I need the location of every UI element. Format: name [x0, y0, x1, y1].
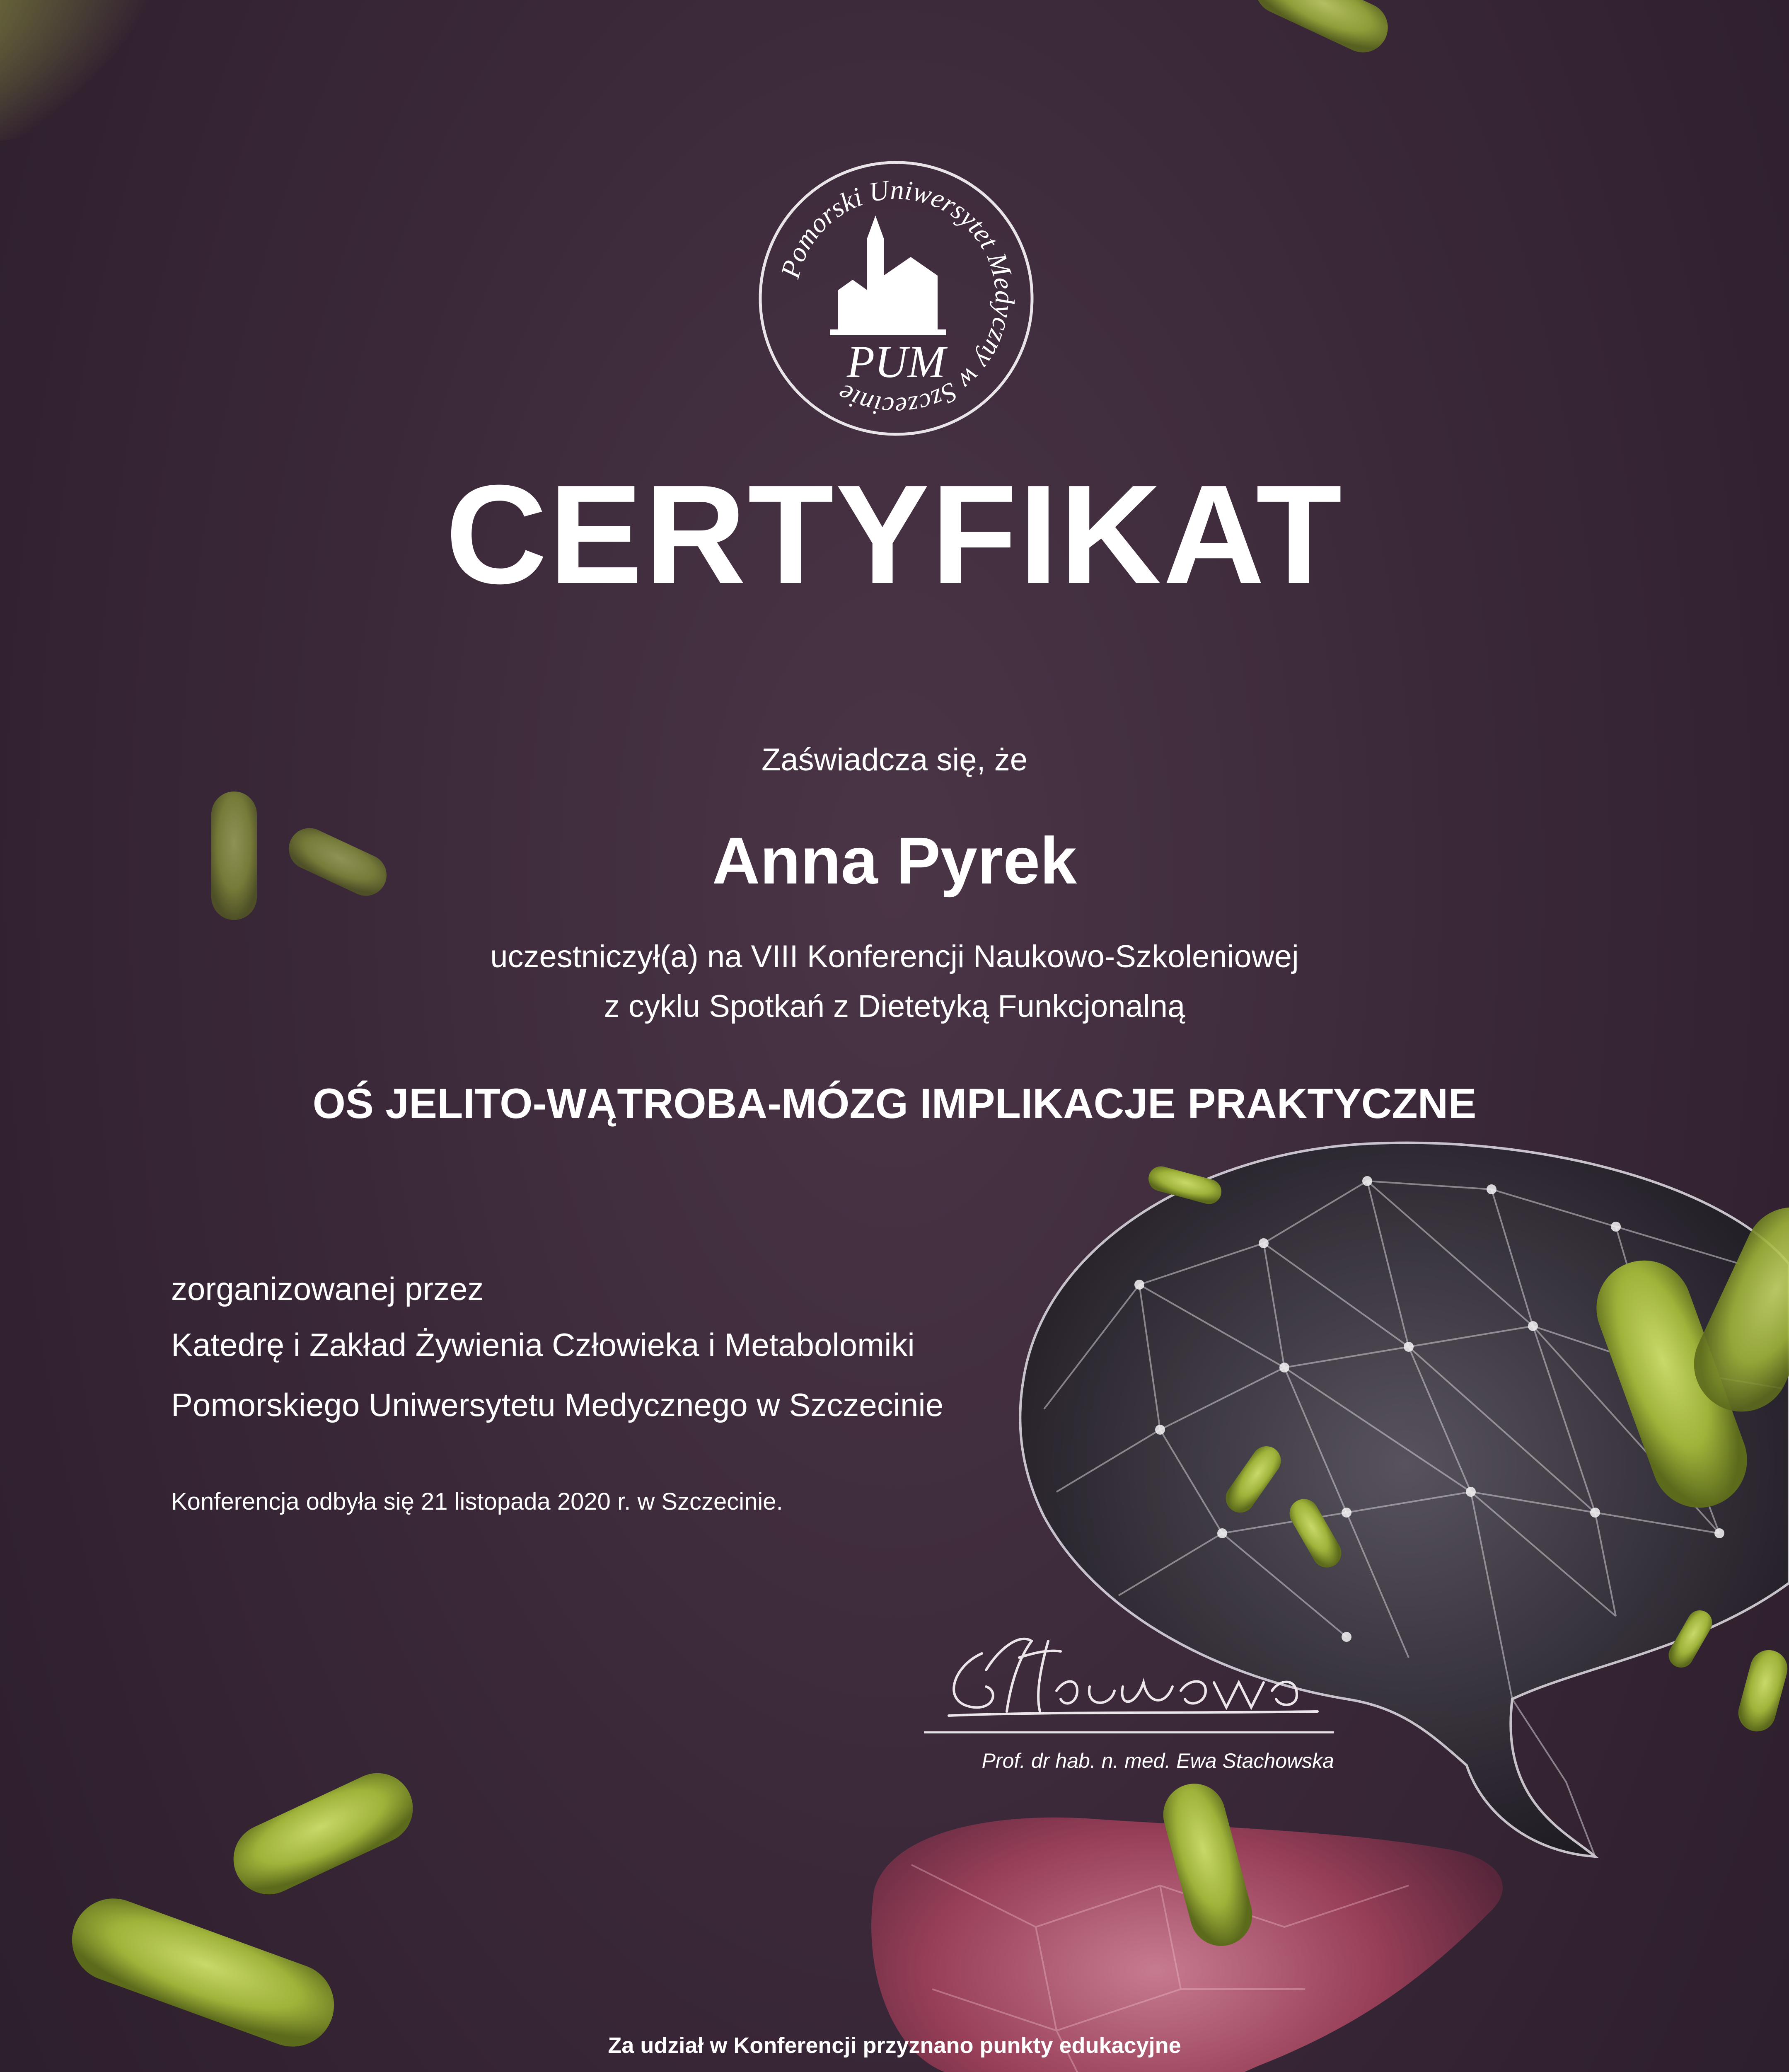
certificate-title: CERTYFIKAT: [445, 456, 1344, 613]
organizer-university: Pomorskiego Uniwersytetu Medycznego w Szczecinie: [171, 1387, 944, 1423]
seal-ring-text: Pomorski Uniwersytet Medyczny w Szczecinie: [775, 174, 1020, 422]
signatory-name: Prof. dr hab. n. med. Ewa Stachowska: [982, 1749, 1334, 1772]
points-heading: Za udział w Konferencji przyznano punkty edukacyjne: [608, 2033, 1181, 2058]
bacterium-brain-7: [1734, 1646, 1789, 1736]
handwritten-signature: [924, 1608, 1334, 1732]
participation-line-1: uczestniczył(a) na VIII Konferencji Naukowo-Szkoleniowej: [490, 939, 1299, 974]
seal-monogram: PUM: [846, 336, 946, 387]
attestation-text: Zaświadcza się, że: [761, 742, 1028, 777]
conference-topic: OŚ JELITO-WĄTROBA-MÓZG IMPLIKACJE PRAKTYCZNE: [312, 1080, 1477, 1127]
bacterium-top-left: [0, 0, 227, 183]
signature-line: [924, 1731, 1334, 1733]
participation-line-2: z cyklu Spotkań z Dietetyką Funkcjonalną: [604, 989, 1185, 1024]
conference-date: Konferencja odbyła się 21 listopada 2020 r. w Szczecinie.: [171, 1488, 783, 1515]
bacterium-bottom-left-1: [222, 1762, 425, 1906]
university-seal: [755, 157, 1037, 439]
organizer-label: zorganizowanej przez: [171, 1271, 484, 1307]
participant-name: Anna Pyrek: [712, 823, 1077, 898]
organizer-unit: Katedrę i Zakład Żywienia Człowieka i Metabolomiki: [171, 1326, 915, 1363]
seal-building-icon: [830, 215, 946, 335]
bacterium-top: [1247, 0, 1396, 61]
